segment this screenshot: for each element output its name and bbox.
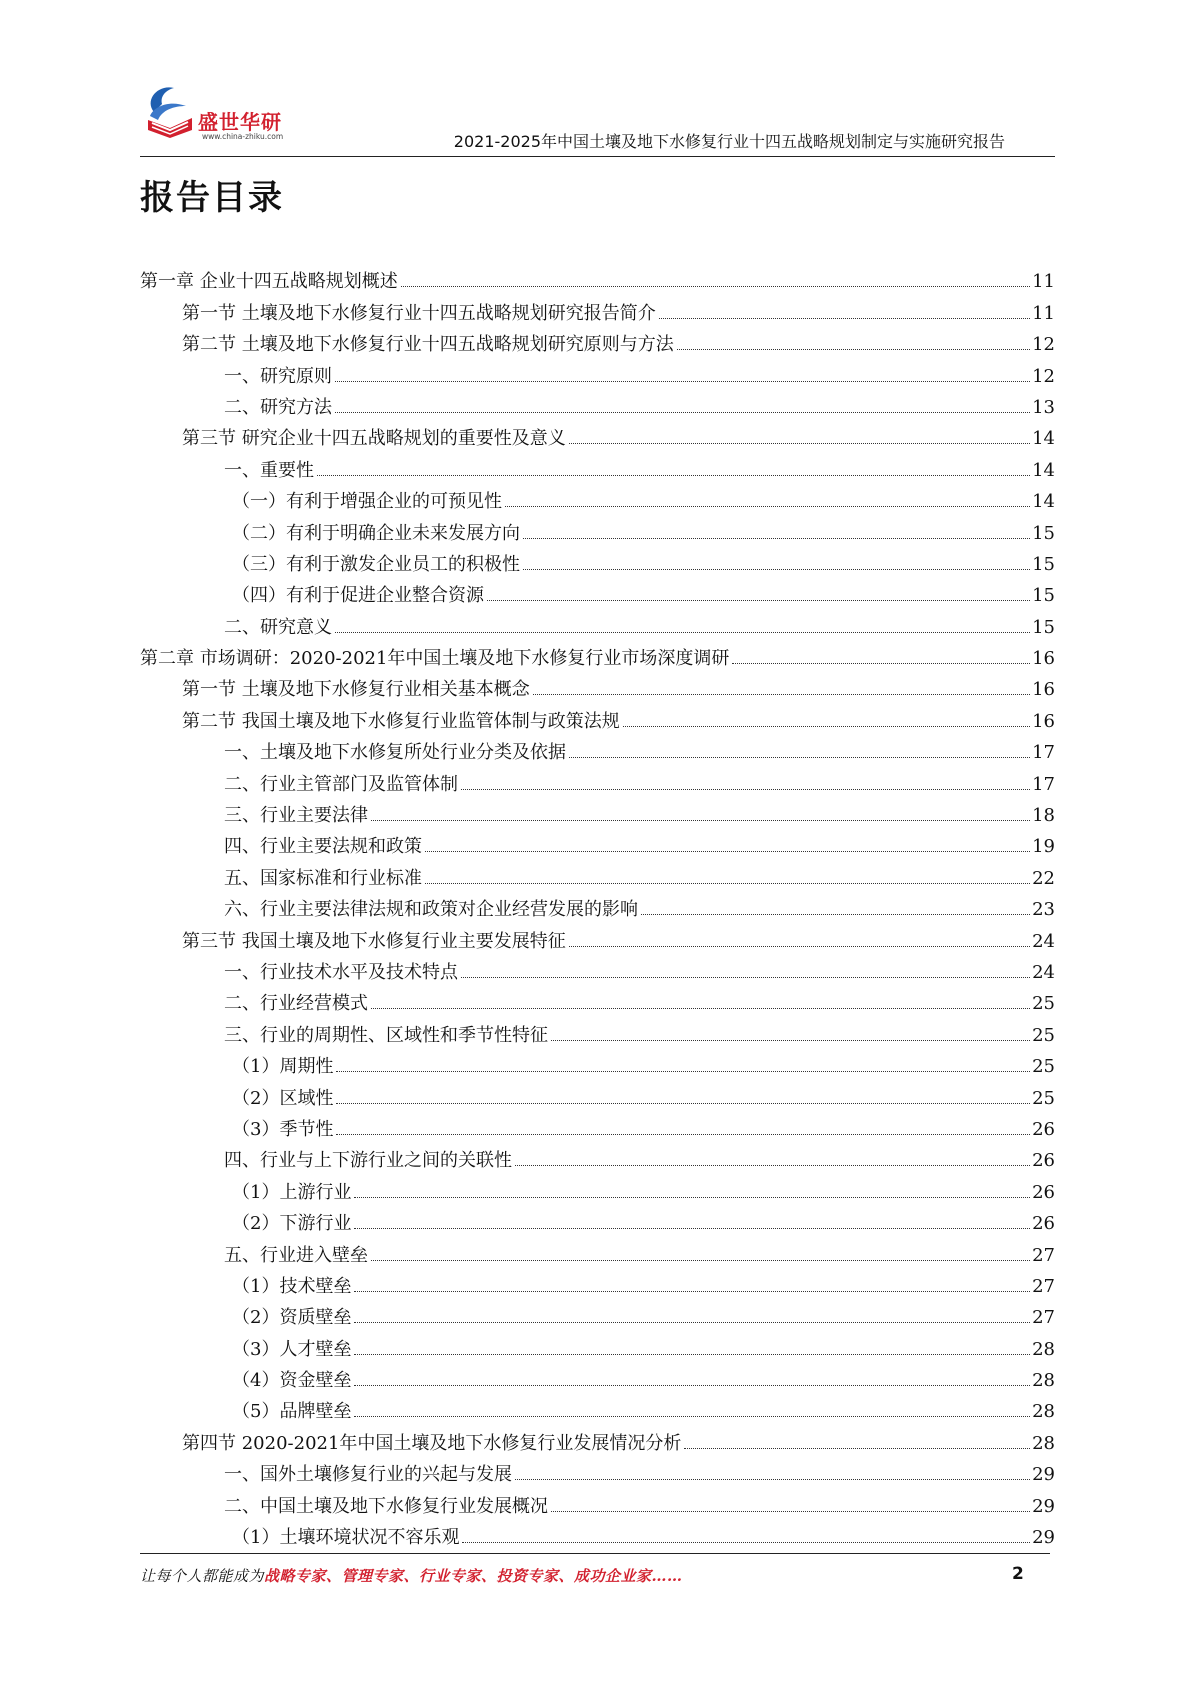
toc-entry[interactable] [140, 388, 1055, 419]
toc-entry[interactable] [140, 827, 1055, 858]
toc-entry-title: 第一节 土壤及地下水修复行业相关基本概念 [182, 679, 530, 701]
toc-leader-dots [335, 632, 1030, 633]
toc-entry-title: 二、中国土壤及地下水修复行业发展概况 [224, 1495, 548, 1517]
toc-entry-page: 28 [1032, 1338, 1055, 1360]
toc-leader-dots [659, 318, 1030, 319]
toc-entry-title: （1）技术壁垒 [232, 1275, 352, 1297]
toc-entry[interactable] [140, 1141, 1055, 1172]
toc-entry-page: 13 [1032, 396, 1055, 418]
toc-entry-page: 12 [1032, 334, 1055, 356]
toc-entry-title: 第三节 我国土壤及地下水修复行业主要发展特征 [182, 930, 566, 952]
toc-leader-dots [515, 1165, 1030, 1166]
toc-entry[interactable] [140, 1235, 1055, 1266]
toc-entry[interactable] [140, 262, 1055, 293]
toc-entry-title: 一、重要性 [224, 459, 314, 481]
toc-entry-page: 17 [1032, 742, 1055, 764]
toc-entry-title: 一、研究原则 [224, 365, 332, 387]
toc-entry[interactable] [140, 1518, 1055, 1549]
toc-entry[interactable] [140, 921, 1055, 952]
toc-entry-page: 26 [1032, 1181, 1055, 1203]
toc-leader-dots [335, 381, 1030, 382]
toc-entry[interactable] [140, 576, 1055, 607]
toc-entry-title: 三、行业主要法律 [224, 805, 368, 827]
footer-slogan-prefix: 让每个人都能成为 [140, 1567, 265, 1585]
toc-entry-page: 24 [1032, 930, 1055, 952]
toc-entry[interactable] [140, 1015, 1055, 1046]
toc-entry-title: 三、行业的周期性、区域性和季节性特征 [224, 1024, 548, 1046]
toc-entry[interactable] [140, 1172, 1055, 1203]
toc-leader-dots [354, 1291, 1030, 1292]
toc-entry-title: 第二节 土壤及地下水修复行业十四五战略规划研究原则与方法 [182, 334, 674, 356]
toc-entry-title: （2）下游行业 [232, 1213, 352, 1235]
toc-leader-dots [505, 506, 1030, 507]
toc-entry-title: （二）有利于明确企业未来发展方向 [232, 522, 520, 544]
toc-entry-page: 26 [1032, 1150, 1055, 1172]
toc-leader-dots [336, 1071, 1030, 1072]
toc-entry[interactable] [140, 1361, 1055, 1392]
toc-entry-page: 23 [1032, 899, 1055, 921]
toc-leader-dots [461, 789, 1030, 790]
toc-entry-title: （4）资金壁垒 [232, 1370, 352, 1392]
toc-leader-dots [677, 349, 1030, 350]
toc-entry-page: 15 [1032, 585, 1055, 607]
toc-entry-page: 15 [1032, 522, 1055, 544]
toc-entry[interactable] [140, 701, 1055, 732]
toc-entry-page: 27 [1032, 1307, 1055, 1329]
toc-entry-page: 24 [1032, 961, 1055, 983]
logo-name: 盛世华研 [198, 110, 282, 134]
toc-entry-title: 一、行业技术水平及技术特点 [224, 961, 458, 983]
toc-entry-page: 14 [1032, 428, 1055, 450]
footer-slogan-highlight: 战略专家、管理专家、行业专家、投资专家、成功企业家…… [264, 1567, 683, 1585]
toc-entry[interactable] [140, 796, 1055, 827]
toc-entry[interactable] [140, 293, 1055, 324]
toc-entry-page: 28 [1032, 1432, 1055, 1454]
toc-leader-dots [425, 883, 1030, 884]
toc-entry-title: 第一章 企业十四五战略规划概述 [140, 271, 398, 293]
toc-entry-page: 28 [1032, 1401, 1055, 1423]
company-logo[interactable] [140, 82, 310, 144]
toc-leader-dots [732, 663, 1030, 664]
toc-entry-title: 第二节 我国土壤及地下水修复行业监管体制与政策法规 [182, 710, 620, 732]
toc-leader-dots [335, 412, 1030, 413]
toc-leader-dots [336, 1134, 1030, 1135]
toc-entry-page: 28 [1032, 1370, 1055, 1392]
toc-leader-dots [641, 914, 1030, 915]
toc-entry[interactable] [140, 733, 1055, 764]
toc-entry[interactable] [140, 670, 1055, 701]
toc-entry-title: 四、行业与上下游行业之间的关联性 [224, 1150, 512, 1172]
table-of-contents [140, 262, 1055, 1549]
toc-leader-dots [551, 1511, 1030, 1512]
toc-entry[interactable] [140, 482, 1055, 513]
toc-leader-dots [551, 1040, 1030, 1041]
toc-leader-dots [371, 1008, 1030, 1009]
toc-leader-dots [523, 538, 1030, 539]
toc-leader-dots [623, 726, 1030, 727]
toc-leader-dots [354, 1354, 1030, 1355]
toc-entry[interactable] [140, 1455, 1055, 1486]
toc-leader-dots [354, 1416, 1030, 1417]
toc-leader-dots [354, 1197, 1030, 1198]
toc-entry[interactable] [140, 1047, 1055, 1078]
logo-emblem-icon [140, 82, 200, 144]
toc-entry-title: 第一节 土壤及地下水修复行业十四五战略规划研究报告简介 [182, 302, 656, 324]
toc-entry[interactable] [140, 858, 1055, 889]
toc-entry-page: 14 [1032, 491, 1055, 513]
toc-entry-page: 17 [1032, 773, 1055, 795]
toc-entry-title: （三）有利于激发企业员工的积极性 [232, 553, 520, 575]
toc-entry-title: 二、行业经营模式 [224, 993, 368, 1015]
toc-entry-title: 第三节 研究企业十四五战略规划的重要性及意义 [182, 428, 566, 450]
toc-leader-dots [354, 1228, 1030, 1229]
toc-leader-dots [533, 694, 1030, 695]
toc-entry-title: （1）上游行业 [232, 1181, 352, 1203]
toc-entry[interactable] [140, 450, 1055, 481]
toc-entry-title: 四、行业主要法规和政策 [224, 836, 422, 858]
toc-entry-page: 27 [1032, 1244, 1055, 1266]
toc-entry[interactable] [140, 545, 1055, 576]
toc-entry-page: 19 [1032, 836, 1055, 858]
toc-entry-page: 12 [1032, 365, 1055, 387]
toc-entry-title: 五、行业进入壁垒 [224, 1244, 368, 1266]
toc-entry[interactable] [140, 1110, 1055, 1141]
toc-entry-page: 29 [1032, 1464, 1055, 1486]
toc-entry-page: 25 [1032, 1087, 1055, 1109]
toc-leader-dots [569, 757, 1030, 758]
toc-entry-title: （1）周期性 [232, 1056, 334, 1078]
toc-entry-title: 二、研究方法 [224, 396, 332, 418]
toc-leader-dots [425, 851, 1030, 852]
toc-entry[interactable] [140, 607, 1055, 638]
toc-entry-page: 16 [1032, 648, 1055, 670]
toc-leader-dots [354, 1385, 1030, 1386]
header-divider [140, 156, 1055, 157]
toc-entry[interactable] [140, 1329, 1055, 1360]
toc-entry[interactable] [140, 1298, 1055, 1329]
toc-entry-title: （2）资质壁垒 [232, 1307, 352, 1329]
toc-entry[interactable] [140, 639, 1055, 670]
toc-entry-page: 15 [1032, 553, 1055, 575]
toc-entry-page: 11 [1032, 271, 1055, 293]
toc-entry-title: 第四节 2020-2021年中国土壤及地下水修复行业发展情况分析 [182, 1432, 682, 1454]
toc-entry-title: 五、国家标准和行业标准 [224, 867, 422, 889]
toc-leader-dots [523, 569, 1030, 570]
toc-entry-title: 一、国外土壤修复行业的兴起与发展 [224, 1464, 512, 1486]
toc-leader-dots [371, 820, 1030, 821]
toc-entry-title: 第二章 市场调研：2020-2021年中国土壤及地下水修复行业市场深度调研 [140, 648, 730, 670]
toc-entry-title: 一、土壤及地下水修复所处行业分类及依据 [224, 742, 566, 764]
toc-leader-dots [684, 1448, 1030, 1449]
toc-leader-dots [401, 286, 1030, 287]
toc-entry-title: （四）有利于促进企业整合资源 [232, 585, 484, 607]
toc-entry-page: 15 [1032, 616, 1055, 638]
toc-entry[interactable] [140, 1204, 1055, 1235]
toc-leader-dots [462, 1542, 1030, 1543]
toc-leader-dots [371, 1260, 1030, 1261]
toc-leader-dots [317, 475, 1030, 476]
page-title: 报告目录 [140, 178, 284, 218]
toc-entry[interactable] [140, 890, 1055, 921]
toc-leader-dots [461, 977, 1030, 978]
toc-entry-page: 14 [1032, 459, 1055, 481]
toc-entry-page: 11 [1032, 302, 1055, 324]
toc-leader-dots [354, 1322, 1030, 1323]
toc-leader-dots [569, 443, 1030, 444]
toc-entry-title: 六、行业主要法律法规和政策对企业经营发展的影响 [224, 899, 638, 921]
toc-leader-dots [336, 1103, 1030, 1104]
toc-entry[interactable] [140, 953, 1055, 984]
toc-entry[interactable] [140, 325, 1055, 356]
toc-entry[interactable] [140, 356, 1055, 387]
toc-entry-page: 29 [1032, 1495, 1055, 1517]
toc-entry-page: 25 [1032, 1056, 1055, 1078]
toc-entry-page: 27 [1032, 1275, 1055, 1297]
toc-leader-dots [515, 1479, 1030, 1480]
toc-entry-title: 二、行业主管部门及监管体制 [224, 773, 458, 795]
toc-entry-title: （一）有利于增强企业的可预见性 [232, 491, 502, 513]
toc-leader-dots [487, 600, 1030, 601]
toc-entry-page: 26 [1032, 1213, 1055, 1235]
toc-entry-page: 16 [1032, 679, 1055, 701]
toc-entry-page: 22 [1032, 867, 1055, 889]
toc-entry[interactable] [140, 984, 1055, 1015]
toc-entry[interactable] [140, 1267, 1055, 1298]
toc-entry-title: （5）品牌壁垒 [232, 1401, 352, 1423]
toc-entry-page: 29 [1032, 1527, 1055, 1549]
toc-entry[interactable] [140, 1392, 1055, 1423]
page-number: 2 [1012, 1564, 1024, 1584]
logo-url: www.china-zhiku.com [202, 132, 284, 141]
toc-entry-title: （3）季节性 [232, 1118, 334, 1140]
toc-entry-title: 二、研究意义 [224, 616, 332, 638]
toc-entry[interactable] [140, 1423, 1055, 1454]
report-title: 2021-2025年中国土壤及地下水修复行业十四五战略规划制定与实施研究报告 [453, 132, 1005, 151]
toc-leader-dots [569, 946, 1030, 947]
toc-entry-title: （1）土壤环境状况不容乐观 [232, 1527, 460, 1549]
toc-entry-title: （2）区域性 [232, 1087, 334, 1109]
toc-entry-page: 18 [1032, 805, 1055, 827]
toc-entry[interactable] [140, 764, 1055, 795]
footer-divider [140, 1553, 1050, 1554]
toc-entry[interactable] [140, 1078, 1055, 1109]
toc-entry-page: 25 [1032, 993, 1055, 1015]
toc-entry[interactable] [140, 513, 1055, 544]
toc-entry-title: （3）人才壁垒 [232, 1338, 352, 1360]
toc-entry-page: 25 [1032, 1024, 1055, 1046]
toc-entry[interactable] [140, 419, 1055, 450]
page-header [140, 82, 1055, 162]
toc-entry-page: 26 [1032, 1118, 1055, 1140]
toc-entry[interactable] [140, 1486, 1055, 1517]
footer-slogan [140, 1565, 683, 1586]
toc-entry-page: 16 [1032, 710, 1055, 732]
